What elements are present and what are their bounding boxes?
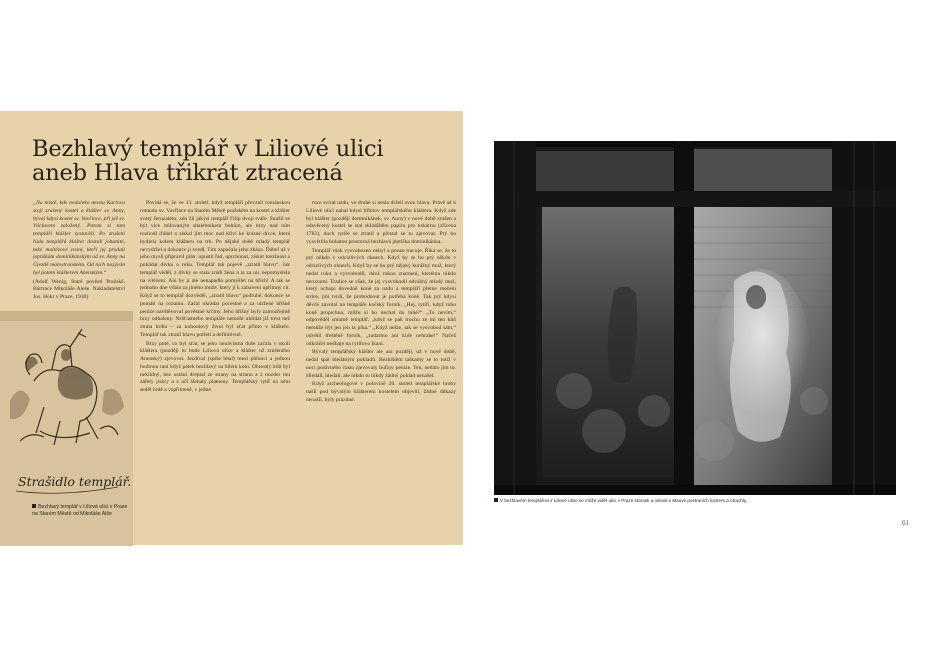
left-page	[0, 111, 463, 545]
illustration-caption	[32, 504, 132, 518]
col3-paragraph: ruce svíral uzdu, ve druhé si nesla drželi svou hlavu. Právě až k Liliové ulici nahal kdysi hřbitov templářského kláštera. Když zde byl klášter (později dominikánek, sv. Anny) v nové době zrušen a odsvěcený kostel se stal skladištěm papíru pro tiskárnu (zřícena 1782), duch rytíře se ztratil a přestal se tu zjevovat. Prý ho vysvětlila bohatou prostorná bezhlavá jeptiška dominikánka.	[306, 200, 456, 245]
photo-caption	[494, 497, 824, 504]
text-column-3	[306, 200, 456, 500]
woodcut-caption-text: Strašidlo templář.	[18, 474, 132, 489]
caption-bullet-icon	[494, 498, 498, 502]
quote-source: (Adolf Wenig, Staré pověsti Pražské. Bártrace Mikoláše Aleše. Nakladatelství Jos. Hokr v Praze, 1930)	[33, 278, 125, 300]
col3-paragraph: Když archeologové v polovině 20. století templářské hroby našli pod bývalým klášterem kostelem objevili, žádné důkazy nenašli, byly prázdné.	[306, 381, 456, 403]
page-number: 61	[902, 519, 909, 527]
text-column-2	[140, 200, 290, 620]
window-photo-drawing	[494, 141, 896, 495]
page-title	[32, 137, 452, 185]
quote-text: „Na místě, kde nedaleko mostu Karlova stojí zrušený kostel a klášter sv. Anny, býval kdysi kostel sv. Vavřince, při jež sv. Václavem založený. Potom si tam templáři klášter vystavěli. Po zrušení řádu templářů klášter dostali johanité, také maltézové zvaní, kteří jej prodali jeptiškám dominikánským od sv. Anny na Újezdě malostranském. Od nich nazýván byl potom klášterem Anenským.“	[33, 200, 125, 276]
col3-paragraph: Templář však vysvobozen nebyl a pouze tracuje. Říká se, že to prý někdo v odcizlivých oknech. Když by se ho prý někdo v odcizlivých oknech. Když by se ho prý nějaký kurážný muž, který nedal ruku a vysvobodil, dává rukou znamení, kterému nikdo nerozumí. Tradice se však, že jej vysvobodil odvážný mladý muž, který uchopí dovedně koně za uzdu a templáři přetne mečem srdce, jiní tvrdí, že probodnout je potřeba koně. Tak prý kdysi děvče zavolal na templáře kočský forník. „Hej, rytíři, když toho koně propíchnu, můžu si ho nechat do tuhé?“ „To nevím,“ odpověděl smutně templář, „když se pak trochu ze mi ten kůň nemůže být jen jen ta pika.“ „Když nelze, tak se vysvobod sám,“ odvětil třeštěně forník, „zadarmo ani kuře nehrabe!“ Načež odkráčel nedbaje na rytířovo lkaní.	[306, 247, 456, 347]
caption-bullet-icon	[32, 504, 36, 508]
title-line-2: aneb Hlava třikrát ztracená	[32, 160, 343, 186]
col2-paragraph: Povídá se, že ve 13. století, když templáři převzali románskou rotundu sv. Vavřince na Starém Městě pražském na kostel a klášter svatý Jeruzalém, zdo žil jakýsi templář Filip dvojí tváře. Snažil se být více milovaným shalebnikem bohům, ale brzy nad ním rozhodl ďábel a získal jím moc nad křiví ke krásné dívce, která bydlela kolem klášteru na trh. Po nějaké době mladý templář nevydržel a dokonce ji svedl. Tím započala jeho zkáza. Ďábel už v jeho mysli připravil plán: opustit řád, uprchnout, získat totožnost a pohádat dívku o ruku. Templář tak pojevě „ztratil hlavu“. Jak templář věděl, z dívky se stala zrádí žena a ta za nic nepomyslela na vítězení. Ani by jí ale nenapadlo pomýšlet na hřích! A tak se jednoho dne vdala za jiného muže, který jí k zabavení upřímný cit. Když se to templář dozvěděl, „ztratil hlavu“ podruhé, dokonce se pomátl na rozumu. Začal okrádat pocestné a za utržené hříšné peníze navštěvoval pověstné krčmy. Jeho hříšný byly zamozřejmě brzy odhaleny. Nešťastného templáře nemohl uhlídat již trest než ztráta hrdla – za kohoutový život byl sťat přímo v klášteře. Templář tak ztratil hlavu potřetí a definitivně.	[140, 200, 290, 338]
col2-paragraph: Brzy poté, co byl sťat, se jeho nenávistná duše začala v okolí kláštera (později to bude Liliová ulice a klášter už zrušeného Anenský) zjevovat. Jezdíval (spíše létal) mezi půlnocí a jednou hodinou raní když pátek bezhlavý na bílém koni. Obrostlý kůň byl neklidný, bez ustání dreptal ze strany na stranu a z nozder mu zářely jiskry a z očí šlehaly plameny. Templářský rytíř na něm seděl hrdě a vzpřímeně, v jedné	[140, 340, 290, 393]
title-line-1: Bezhlavý templář v Liliové ulici	[32, 136, 384, 162]
photo-haunted-window	[494, 141, 896, 495]
col3-paragraph: Bývalý templářský klášter ale ani později, už v nové době, nedal spát bledaným pokladů. Bezkištěm taškamy se to totiž v noci podivného často zjevovaly bufiny peníze. Ten, nedalo jim to. Hledali, hledali, ale nikdo tu nikdy žádný poklad nenašel.	[306, 349, 456, 379]
illustration-caption-text: Bezhlavý templář v Liliové ulici v Praze na Starém Městě od Mikoláše Alše	[32, 504, 128, 517]
photo-caption-text: V bezhlavém templářovi z Liliové ulice se může vidět ulici v Praze starosti a oslovit v Mauve postraních kosters a otrachly.	[500, 498, 748, 503]
